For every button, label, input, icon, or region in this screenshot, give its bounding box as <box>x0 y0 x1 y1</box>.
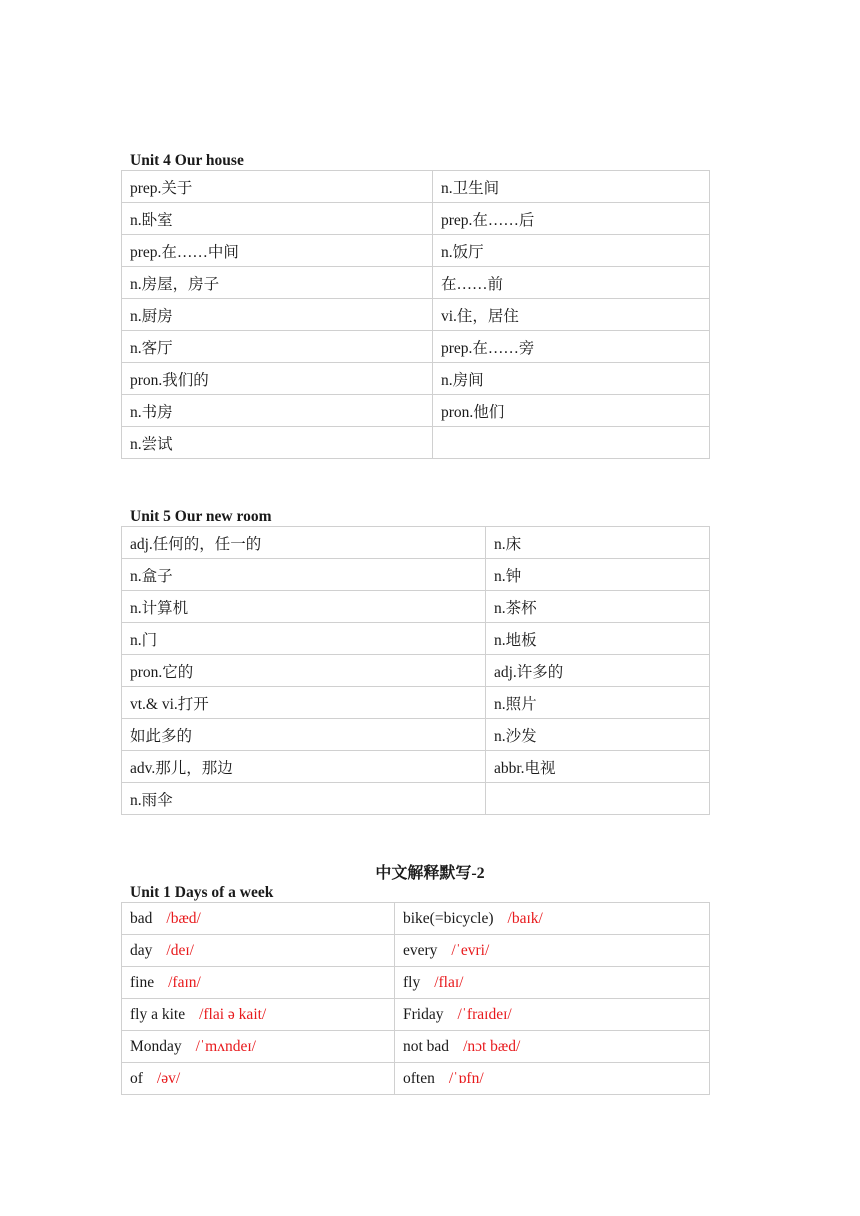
table-cell: prep.在……旁 <box>433 331 710 363</box>
vocab-phonetic: /ˈfraɪdeɪ/ <box>457 1005 512 1023</box>
unit1-title: Unit 1 Days of a week <box>130 884 274 901</box>
vocab-cell <box>122 935 395 967</box>
vocab-cell <box>122 903 395 935</box>
table-row <box>122 591 710 623</box>
unit4-title: Unit 4 Our house <box>130 152 244 169</box>
vocab-phonetic: /flaɪ/ <box>434 973 464 991</box>
table-row <box>122 999 710 1031</box>
table-cell: n.茶杯 <box>486 591 710 623</box>
table-row <box>122 427 710 459</box>
table-cell: n.地板 <box>486 623 710 655</box>
table-cell: n.照片 <box>486 687 710 719</box>
table-row <box>122 935 710 967</box>
table-row <box>122 267 710 299</box>
table-cell: n.客厅 <box>122 331 433 363</box>
table-cell: n.房间 <box>433 363 710 395</box>
table-cell: prep.关于 <box>122 171 433 203</box>
vocab-phonetic: /nɔt bæd/ <box>463 1037 521 1055</box>
table-row <box>122 623 710 655</box>
table-cell: prep.在……中间 <box>122 235 433 267</box>
table-cell: vt.& vi.打开 <box>122 687 486 719</box>
table-cell: pron.它的 <box>122 655 486 687</box>
table-cell: vi.住，居住 <box>433 299 710 331</box>
table-row <box>122 1063 710 1095</box>
vocab-phonetic: /ˈevri/ <box>451 941 490 959</box>
table-cell: 如此多的 <box>122 719 486 751</box>
vocab-word: bike(=bicycle) <box>403 909 494 927</box>
table-row <box>122 783 710 815</box>
vocab-phonetic: /baɪk/ <box>507 909 543 927</box>
vocab-word: not bad <box>403 1037 450 1055</box>
table-row <box>122 751 710 783</box>
table-cell: adv.那儿，那边 <box>122 751 486 783</box>
table-row <box>122 967 710 999</box>
vocab-phonetic: /bæd/ <box>166 909 201 927</box>
vocab-phonetic: /ˈɒfn/ <box>448 1069 484 1087</box>
vocab-phonetic: /deɪ/ <box>166 941 194 959</box>
table-cell <box>486 783 710 815</box>
vocab-word: Monday <box>130 1037 182 1055</box>
table-cell: adj.任何的，任一的 <box>122 527 486 559</box>
table-row <box>122 687 710 719</box>
table-row <box>122 331 710 363</box>
table-cell <box>433 427 710 459</box>
table-row <box>122 363 710 395</box>
table-cell: n.饭厅 <box>433 235 710 267</box>
vocab-cell <box>395 935 710 967</box>
vocab-word: of <box>130 1069 143 1087</box>
table-cell: n.床 <box>486 527 710 559</box>
part2-title: 中文解释默写-2 <box>375 865 485 882</box>
table-cell: n.雨伞 <box>122 783 486 815</box>
vocab-cell <box>122 967 395 999</box>
vocab-cell <box>395 999 710 1031</box>
vocab-phonetic: /əv/ <box>156 1069 181 1087</box>
vocab-word: fine <box>130 973 155 991</box>
unit1-section <box>121 884 710 1095</box>
table-cell: n.房屋，房子 <box>122 267 433 299</box>
vocab-cell <box>122 999 395 1031</box>
table-cell: pron.我们的 <box>122 363 433 395</box>
table-cell: prep.在……后 <box>433 203 710 235</box>
table-cell: n.盒子 <box>122 559 486 591</box>
unit4-table <box>121 170 710 459</box>
vocab-cell <box>395 903 710 935</box>
vocab-cell <box>395 1063 710 1095</box>
table-row <box>122 299 710 331</box>
vocab-cell <box>122 1063 395 1095</box>
vocab-cell <box>395 967 710 999</box>
table-row <box>122 1031 710 1063</box>
vocab-phonetic: /flai ə kait/ <box>199 1005 267 1023</box>
table-cell: n.计算机 <box>122 591 486 623</box>
vocab-word: often <box>403 1069 435 1087</box>
table-row <box>122 527 710 559</box>
table-row <box>122 655 710 687</box>
vocab-word: fly <box>403 973 421 991</box>
vocab-word: day <box>130 941 153 959</box>
vocab-word: every <box>403 941 438 959</box>
vocab-cell <box>122 1031 395 1063</box>
table-row <box>122 203 710 235</box>
vocab-phonetic: /faɪn/ <box>168 973 201 991</box>
table-cell: adj.许多的 <box>486 655 710 687</box>
vocab-cell <box>395 1031 710 1063</box>
table-cell: 在……前 <box>433 267 710 299</box>
table-row <box>122 719 710 751</box>
table-cell: n.钟 <box>486 559 710 591</box>
unit5-section <box>121 508 710 815</box>
table-cell: n.卧室 <box>122 203 433 235</box>
table-row <box>122 171 710 203</box>
unit1-table <box>121 902 710 1095</box>
table-cell: abbr.电视 <box>486 751 710 783</box>
unit5-table <box>121 526 710 815</box>
vocab-word: bad <box>130 909 153 927</box>
table-cell: n.书房 <box>122 395 433 427</box>
table-cell: pron.他们 <box>433 395 710 427</box>
table-row <box>122 395 710 427</box>
table-cell: n.尝试 <box>122 427 433 459</box>
vocab-word: fly a kite <box>130 1005 186 1023</box>
table-row <box>122 235 710 267</box>
vocab-word: Friday <box>403 1005 444 1023</box>
table-cell: n.卫生间 <box>433 171 710 203</box>
table-cell: n.门 <box>122 623 486 655</box>
table-row <box>122 559 710 591</box>
vocab-phonetic: /ˈmʌndeɪ/ <box>195 1037 256 1055</box>
table-cell: n.厨房 <box>122 299 433 331</box>
table-row <box>122 903 710 935</box>
unit5-title: Unit 5 Our new room <box>130 508 272 525</box>
unit4-section <box>121 152 710 459</box>
table-cell: n.沙发 <box>486 719 710 751</box>
